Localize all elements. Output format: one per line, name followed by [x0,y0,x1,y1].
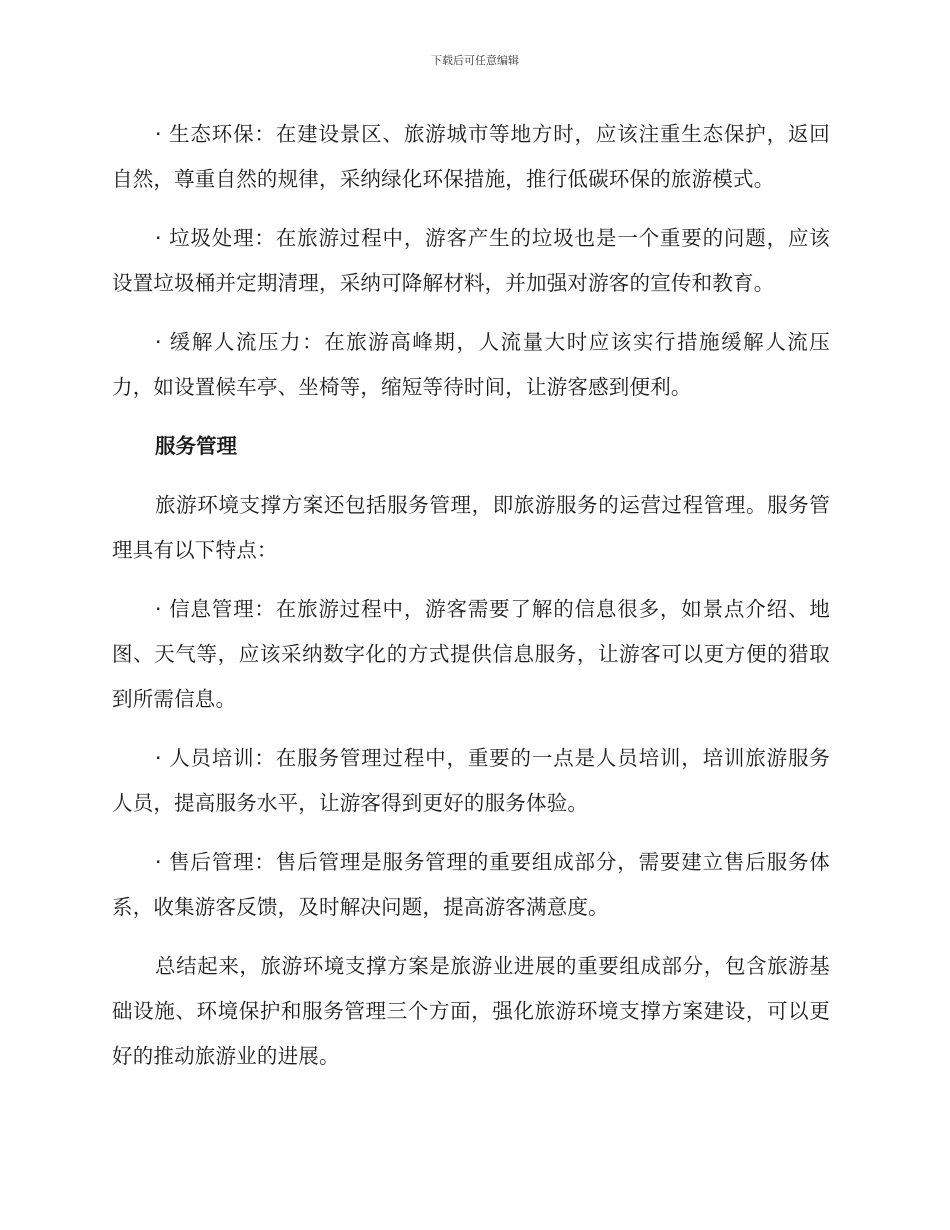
section-heading-service-management: 服务管理 [155,434,237,458]
paragraph-info-management: · 信息管理：在旅游过程中，游客需要了解的信息很多，如景点介绍、地图、天气等，应该采纳数字化的方式提供信息服务，让游客可以更方便的猎取到所需信息。 [112,597,830,711]
paragraph-crowd-relief: · 缓解人流压力：在旅游高峰期，人流量大时应该实行措施缓解人流压力，如设置候车亭、坐椅等，缩短等待时间，让游客感到便利。 [112,330,830,399]
paragraph-service-intro: 旅游环境支撑方案还包括服务管理，即旅游服务的运营过程管理。服务管理具有以下特点： [112,493,830,562]
paragraph-staff-training: · 人员培训：在服务管理过程中，重要的一点是人员培训，培训旅游服务人员，提高服务水平，让游客得到更好的服务体验。 [112,746,830,815]
paragraph-aftersale-management: · 售后管理：售后管理是服务管理的重要组成部分，需要建立售后服务体系，收集游客反馈，及时解决问题，提高游客满意度。 [112,850,830,919]
page-header: 下载后可任意编辑 [431,54,519,67]
document-body [112,112,830,1093]
paragraph-garbage-disposal: · 垃圾处理：在旅游过程中，游客产生的垃圾也是一个重要的问题，应该设置垃圾桶并定期清理，采纳可降解材料，并加强对游客的宣传和教育。 [112,226,830,295]
paragraph-eco-protection: · 生态环保：在建设景区、旅游城市等地方时，应该注重生态保护，返回自然，尊重自然的规律，采纳绿化环保措施，推行低碳环保的旅游模式。 [112,122,830,191]
paragraph-summary: 总结起来，旅游环境支撑方案是旅游业进展的重要组成部分，包含旅游基础设施、环境保护和服务管理三个方面，强化旅游环境支撑方案建设，可以更好的推动旅游业的进展。 [112,954,830,1068]
